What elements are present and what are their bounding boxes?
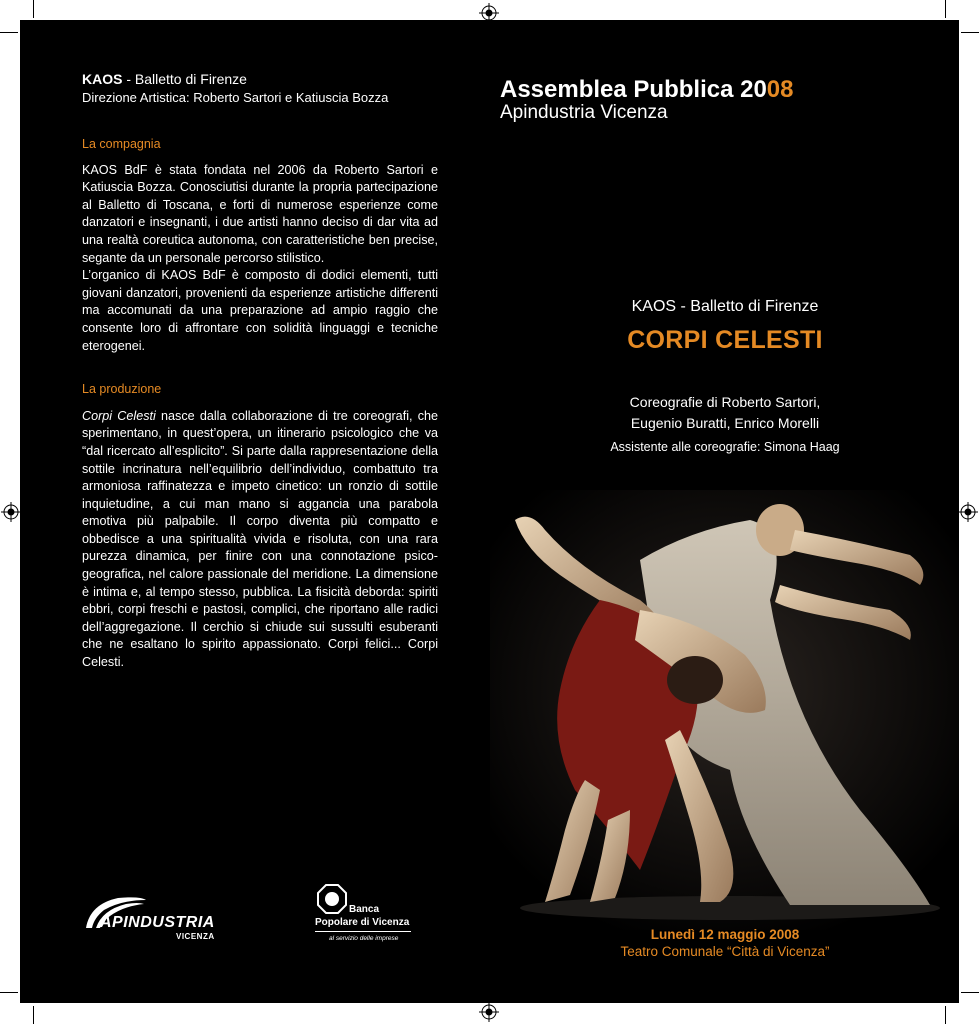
event-date: Lunedì 12 maggio 2008 [650,927,800,942]
event-title [500,76,794,104]
section-heading-compagnia: La compagnia [82,137,161,151]
section-heading-produzione: La produzione [82,382,162,397]
apindustria-wordmark: APINDUSTRIA [100,914,215,931]
organizer: Apindustria Vicenza [500,102,668,123]
company-heading [82,70,438,89]
bank-tagline: al servizio delle imprese [329,935,399,942]
paragraph-produzione [82,408,438,672]
paragraph-compagnia-1: KAOS BdF è stata fondata nel 2006 da Roberto Sartori e Katiuscia Bozza. Conosciutisi durante la propria partecipazione al Balletto di Toscana, e forti di numerose esperienze come danzatori e insegnanti, i due artisti hanno deciso di dar vita ad una realtà coreutica autonoma, con caratteristiche ben precise, segante da un personale percorso stilistico. [82,162,438,265]
crop-mark [961,992,979,993]
event-year-suffix: 08 [766,76,794,103]
banca-emblem-icon [317,884,347,914]
assistant-credit: Assistente alle coreografie: Simona Haag [610,440,840,454]
paragraph-compagnia-2: L’organico di KAOS BdF è composto di dodici elementi, tutti giovani danzatori, provenienti da esperienze artistiche differenti ma accomunati da una preparazione ad ampio raggio che consente loro di affrontare con solidità linguaggi e tecniche eterogenei. [82,268,438,353]
event-venue: Teatro Comunale “Città di Vicenza” [620,944,830,959]
crop-mark [33,0,34,18]
bank-line-2: Popolare di Vicenza [315,917,410,928]
registration-mark-icon [1,502,21,522]
direction-line: Direzione Artistica: Roberto Sartori e Katiuscia Bozza [82,90,389,105]
choreography-line-1: Coreografie di Roberto Sartori, [629,394,821,410]
registration-mark-icon [479,1002,499,1022]
company-suffix: - Balletto di Firenze [122,71,247,87]
crop-mark [33,1006,34,1024]
paragraph-produzione-text: nasce dalla collaborazione di tre coreografi, che sperimentano, in quest’opera, un itinerario psicologico che va “dal ricercato all’esplicito”. Si parte dalla rappresentazione della sottile incrinatura nell’equilibrio dell’individuo, combattuto tra armoniosa raffinatezza e impeto cinetico: un ronzio di sottile inquietudine, a cui man mano si aggancia una parabola emotiva più palpabile. Il corpo diventa più compatto e obbedisce a una spiritualità vivida e risoluta, con una rara purezza dinamica, per finire con una connotazione psico-geografica, nel calore passionale del meridione. La dimensione è intima e, al tempo stesso, pubblica. La fisicità deborda: spiriti ebbri, corpi freschi e pastosi, complici, che riportano alle radici dell’aggregazione. Il cerchio si chiude sui sussulti esuberanti che ne esaltano lo spirito appassionato. Corpi felici... Corpi Celesti. [82,408,438,670]
crop-mark [0,32,18,33]
crop-mark [945,0,946,18]
crop-mark [0,992,18,993]
crop-mark [961,32,979,33]
left-column [82,70,438,672]
choreography-line-2: Eugenio Buratti, Enrico Morelli [630,415,820,431]
bank-line-1: Banca [349,904,380,915]
registration-mark-icon [958,502,978,522]
show-title-italic: Corpi Celesti [82,408,156,423]
choreography-credits [560,392,890,434]
dancers-photo [490,490,959,930]
event-title-text: Assemblea Pubblica 20 [500,76,767,103]
company-name: KAOS [82,71,123,87]
crop-mark [945,1006,946,1024]
banca-popolare-logo [315,884,425,954]
apindustria-logo [82,890,232,950]
company-subtitle: KAOS - Balletto di Firenze [631,298,819,315]
registration-mark-icon [479,3,499,23]
show-title: CORPI CELESTI [627,326,823,354]
apindustria-subtitle: VICENZA [176,932,215,941]
bank-divider [315,931,411,932]
